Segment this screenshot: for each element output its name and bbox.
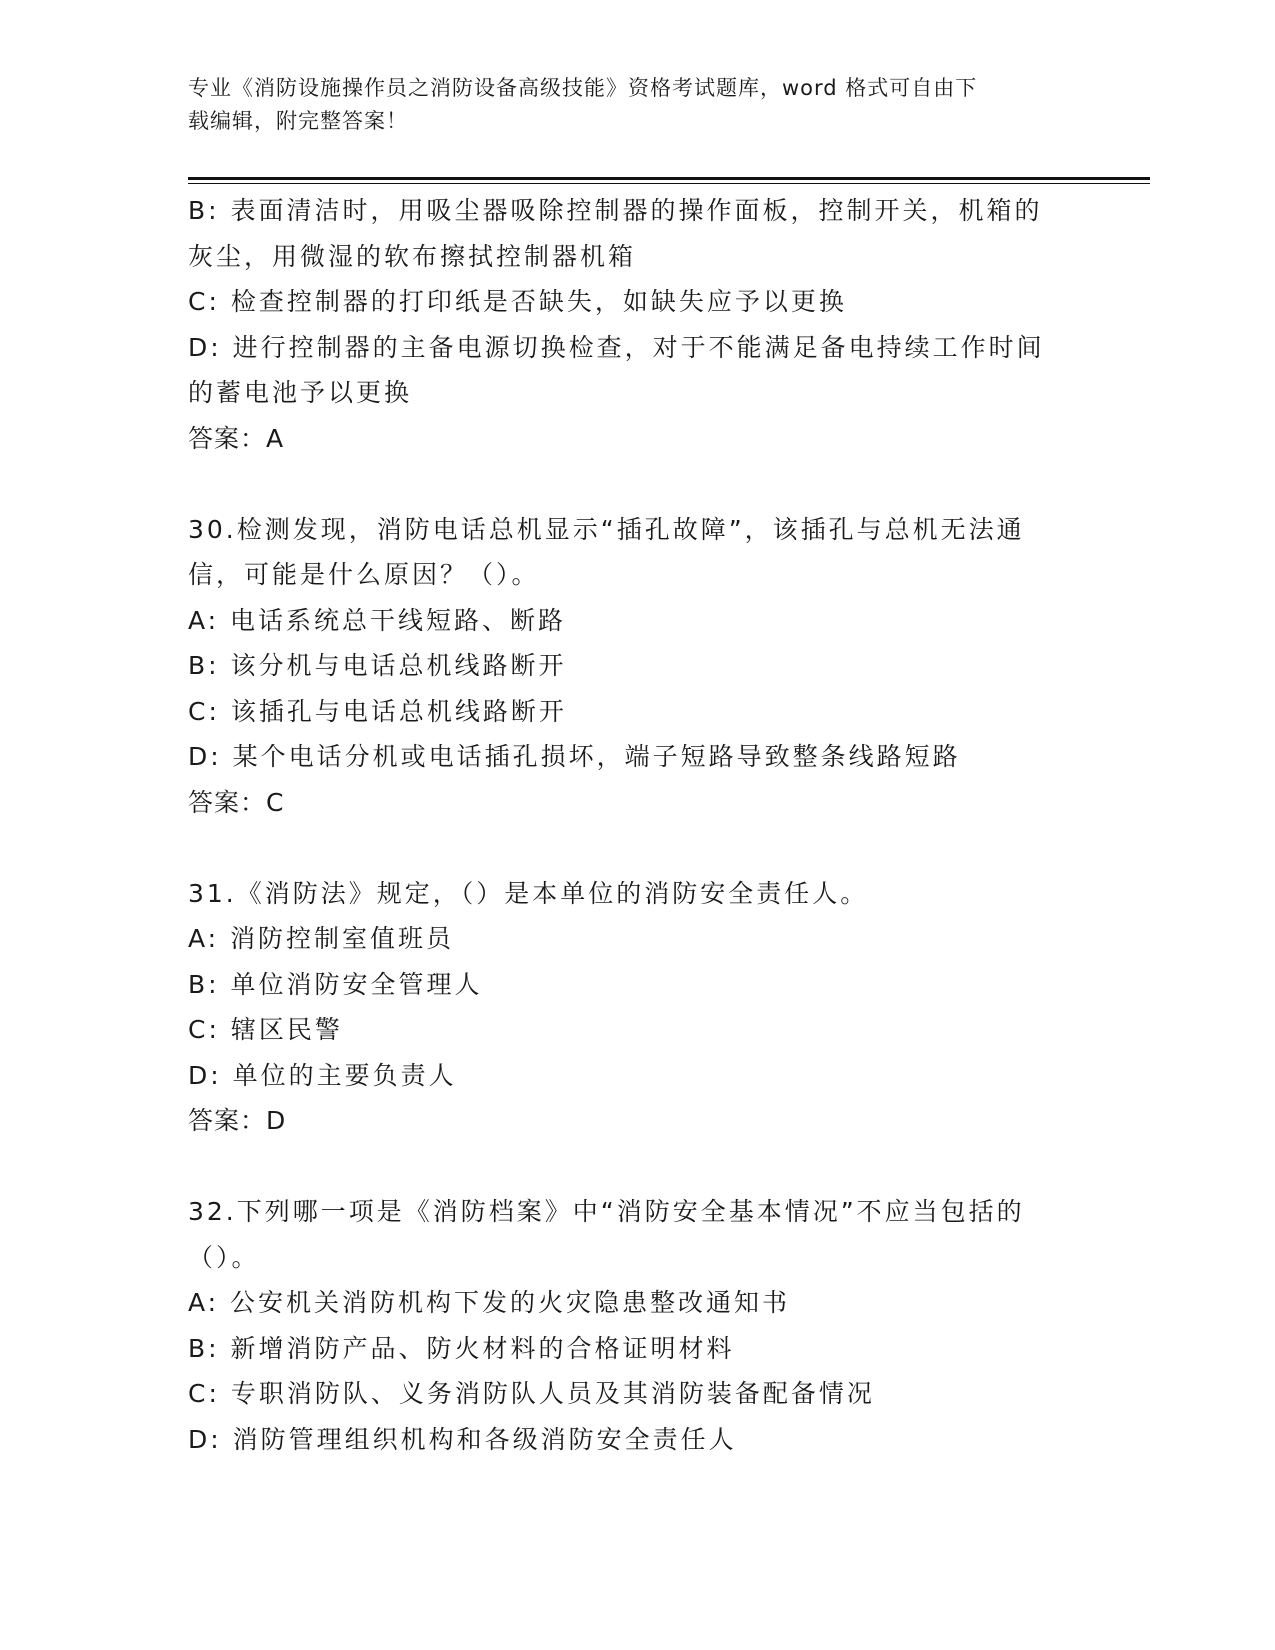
question-stem-line-1: 32.下列哪一项是《消防档案》中“消防安全基本情况”不应当包括的 [188,1197,1025,1226]
question-stem-line-2: （）。 [188,1242,260,1272]
answer: 答案：C [188,787,285,817]
option-c: C: 辖区民警 [188,1015,343,1044]
option-d: D: 某个电话分机或电话插孔损坏，端子短路导致整条线路短路 [188,742,961,771]
option-d: D: 消防管理组织机构和各级消防安全责任人 [188,1424,737,1454]
option-b: B: 该分机与电话总机线路断开 [188,651,567,680]
header-line-2: 载编辑，附完整答案！ [188,109,408,133]
option-d-line-1: D: 进行控制器的主备电源切换检查，对于不能满足备电持续工作时间 [188,332,1045,362]
header-divider-thick [188,177,1150,180]
question-stem-line-2: 信，可能是什么原因？（）。 [188,560,540,589]
option-d: D: 单位的主要负责人 [188,1060,457,1090]
option-c: C: 专职消防队、义务消防队人员及其消防装备配备情况 [188,1379,875,1408]
spacer [188,825,1088,871]
question-29-tail [188,188,1088,461]
spacer [188,461,1088,507]
question-list [188,188,1088,1462]
option-b-line-1: B: 表面清洁时，用吸尘器吸除控制器的操作面板，控制开关，机箱的 [188,196,1043,225]
document-header [188,72,1068,138]
option-a: A: 电话系统总干线短路、断路 [188,605,567,635]
header-line-1: 专业《消防设施操作员之消防设备高级技能》资格考试题库，word 格式可自由下 [188,76,978,100]
option-c: C: 检查控制器的打印纸是否缺失，如缺失应予以更换 [188,287,847,316]
option-b: B: 新增消防产品、防火材料的合格证明材料 [188,1333,735,1363]
option-a: A: 消防控制室值班员 [188,924,455,953]
option-b-line-2: 灰尘，用微湿的软布擦拭控制器机箱 [188,241,637,271]
option-a: A: 公安机关消防机构下发的火灾隐患整改通知书 [188,1288,791,1317]
question-stem-line-1: 30.检测发现，消防电话总机显示“插孔故障”，该插孔与总机无法通 [188,514,1025,544]
option-c: C: 该插孔与电话总机线路断开 [188,696,567,726]
question-31 [188,871,1088,1144]
question-32 [188,1189,1088,1462]
option-b: B: 单位消防安全管理人 [188,969,483,999]
header-divider-thin [188,183,1150,184]
answer: 答案：A [188,423,285,453]
question-stem: 31.《消防法》规定，（）是本单位的消防安全责任人。 [188,878,869,908]
spacer [188,1144,1088,1190]
option-d-line-2: 的蓄电池予以更换 [188,378,413,407]
question-30 [188,507,1088,826]
answer: 答案：D [188,1106,287,1135]
